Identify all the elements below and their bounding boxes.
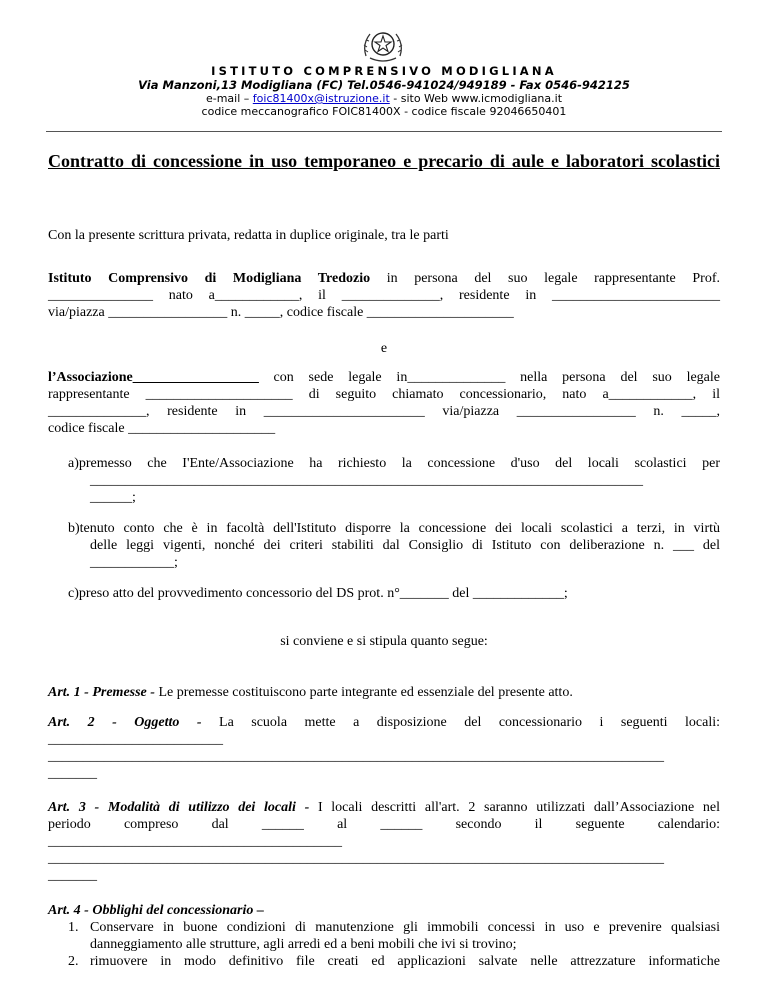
- article-4-item-line: Conservare in buone condizioni di manutenzione gli immobili concessi in uso e prevenire qualsiasi: [90, 920, 720, 935]
- party2-line2: rappresentante _____________________ di seguito chiamato concessionario, nato a____________, il: [48, 387, 720, 402]
- article-4-heading: Art. 4 - Obblighi del concessionario –: [48, 903, 264, 918]
- school-contacts: e-mail – foic81400x@istruzione.it - sito Web www.icmodigliana.it: [205, 92, 563, 105]
- article-1: Art. 1 - Premesse - Le premesse costituiscono parte integrante ed essenziale del presente atto.: [48, 685, 573, 700]
- party1-line3: via/piazza _________________ n. _____, codice fiscale _____________________: [48, 305, 514, 320]
- conjunction: e: [380, 341, 388, 356]
- intro-text: Con la presente scrittura privata, redatta in duplice originale, tra le parti: [48, 228, 449, 243]
- article-4-item-line: rimuovere in modo definitivo file creati ed applicazioni salvate nelle attrezzature informatiche: [90, 954, 720, 969]
- premise-c-line1: c)preso atto del provvedimento concessorio del DS prot. n°_______ del _____________;: [68, 586, 568, 601]
- article-3-heading: Art. 3 - Modalità di utilizzo dei locali -: [48, 800, 318, 815]
- article-2-line1: Art. 2 - Oggetto - La scuola mette a disposizione del concessionario i seguenti locali:: [48, 715, 720, 730]
- school-name: ISTITUTO COMPRENSIVO MODIGLIANA: [211, 64, 557, 78]
- article-1-heading: Art. 1 - Premesse -: [48, 685, 159, 700]
- article-2-line2: _________________________: [48, 732, 223, 747]
- document-title: Contratto di concessione in uso temporaneo e precario di aule e laboratori scolastici: [48, 151, 720, 171]
- article-3-line1: Art. 3 - Modalità di utilizzo dei locali - I locali descritti all'art. 2 saranno utilizzati dall’Associazione nel: [48, 800, 720, 815]
- italian-republic-emblem-icon: [360, 26, 406, 64]
- party2-line4: codice fiscale _____________________: [48, 421, 276, 436]
- email-link[interactable]: foic81400x@istruzione.it: [252, 92, 390, 105]
- school-codes: codice meccanografico FOIC81400X - codice fiscale 92046650401: [201, 105, 567, 118]
- article-4-item-number: 2.: [68, 954, 79, 969]
- article-3-line4: ________________________________________________________________________________________: [48, 851, 664, 866]
- article-4-item-line: danneggiamento alle strutture, agli arredi ed a beni mobili che ivi si trovino;: [90, 937, 517, 952]
- agreement-text: si conviene e si stipula quanto segue:: [280, 634, 488, 649]
- party1-line1: Istituto Comprensivo di Modigliana Tredozio in persona del suo legale rappresentante Prof.: [48, 271, 720, 286]
- party2-line3: ______________, residente in _______________________ via/piazza _________________ n. _____,: [48, 404, 720, 419]
- header-divider: [46, 131, 722, 132]
- article-2-heading: Art. 2 - Oggetto -: [48, 715, 220, 730]
- article-3-line3: __________________________________________: [48, 834, 342, 849]
- party1-line2: _______________ nato a____________, il ______________, residente in ________________________: [48, 288, 720, 303]
- article-3-line2: periodo compreso dal ______ al ______ secondo il seguente calendario:: [48, 817, 720, 832]
- party1-name: Istituto Comprensivo di Modigliana Tredozio: [48, 271, 371, 286]
- premise-b-line3: ____________;: [90, 555, 178, 570]
- article-4-item-number: 1.: [68, 920, 79, 935]
- website-text: - sito Web www.icmodigliana.it: [389, 92, 563, 105]
- school-address: Via Manzoni,13 Modigliana (FC) Tel.0546-941024/949189 - Fax 0546-942125: [138, 78, 630, 92]
- party2-name: l’Associazione: [48, 370, 133, 385]
- premise-a-line1: a)premesso che I'Ente/Associazione ha richiesto la concessione d'uso del locali scolastici per: [68, 456, 720, 471]
- premise-a-line3: ______;: [90, 490, 136, 505]
- article-3-line5: _______: [48, 868, 97, 883]
- party2-line1: l’Associazione__________________ con sede legale in______________ nella persona del suo legale: [48, 370, 720, 385]
- premise-a-line2: _______________________________________________________________________________: [90, 473, 643, 488]
- premise-b-line1: b)tenuto conto che è in facoltà dell'Istituto disporre la concessione dei locali scolastici a terzi, in virtù: [68, 521, 720, 536]
- article-2-line3: ________________________________________________________________________________________: [48, 749, 664, 764]
- premise-b-line2: delle leggi vigenti, nonché dei criteri stabiliti dal Consiglio di Istituto con deliberazione n. ___ del: [90, 538, 720, 553]
- article-2-line4: _______: [48, 766, 97, 781]
